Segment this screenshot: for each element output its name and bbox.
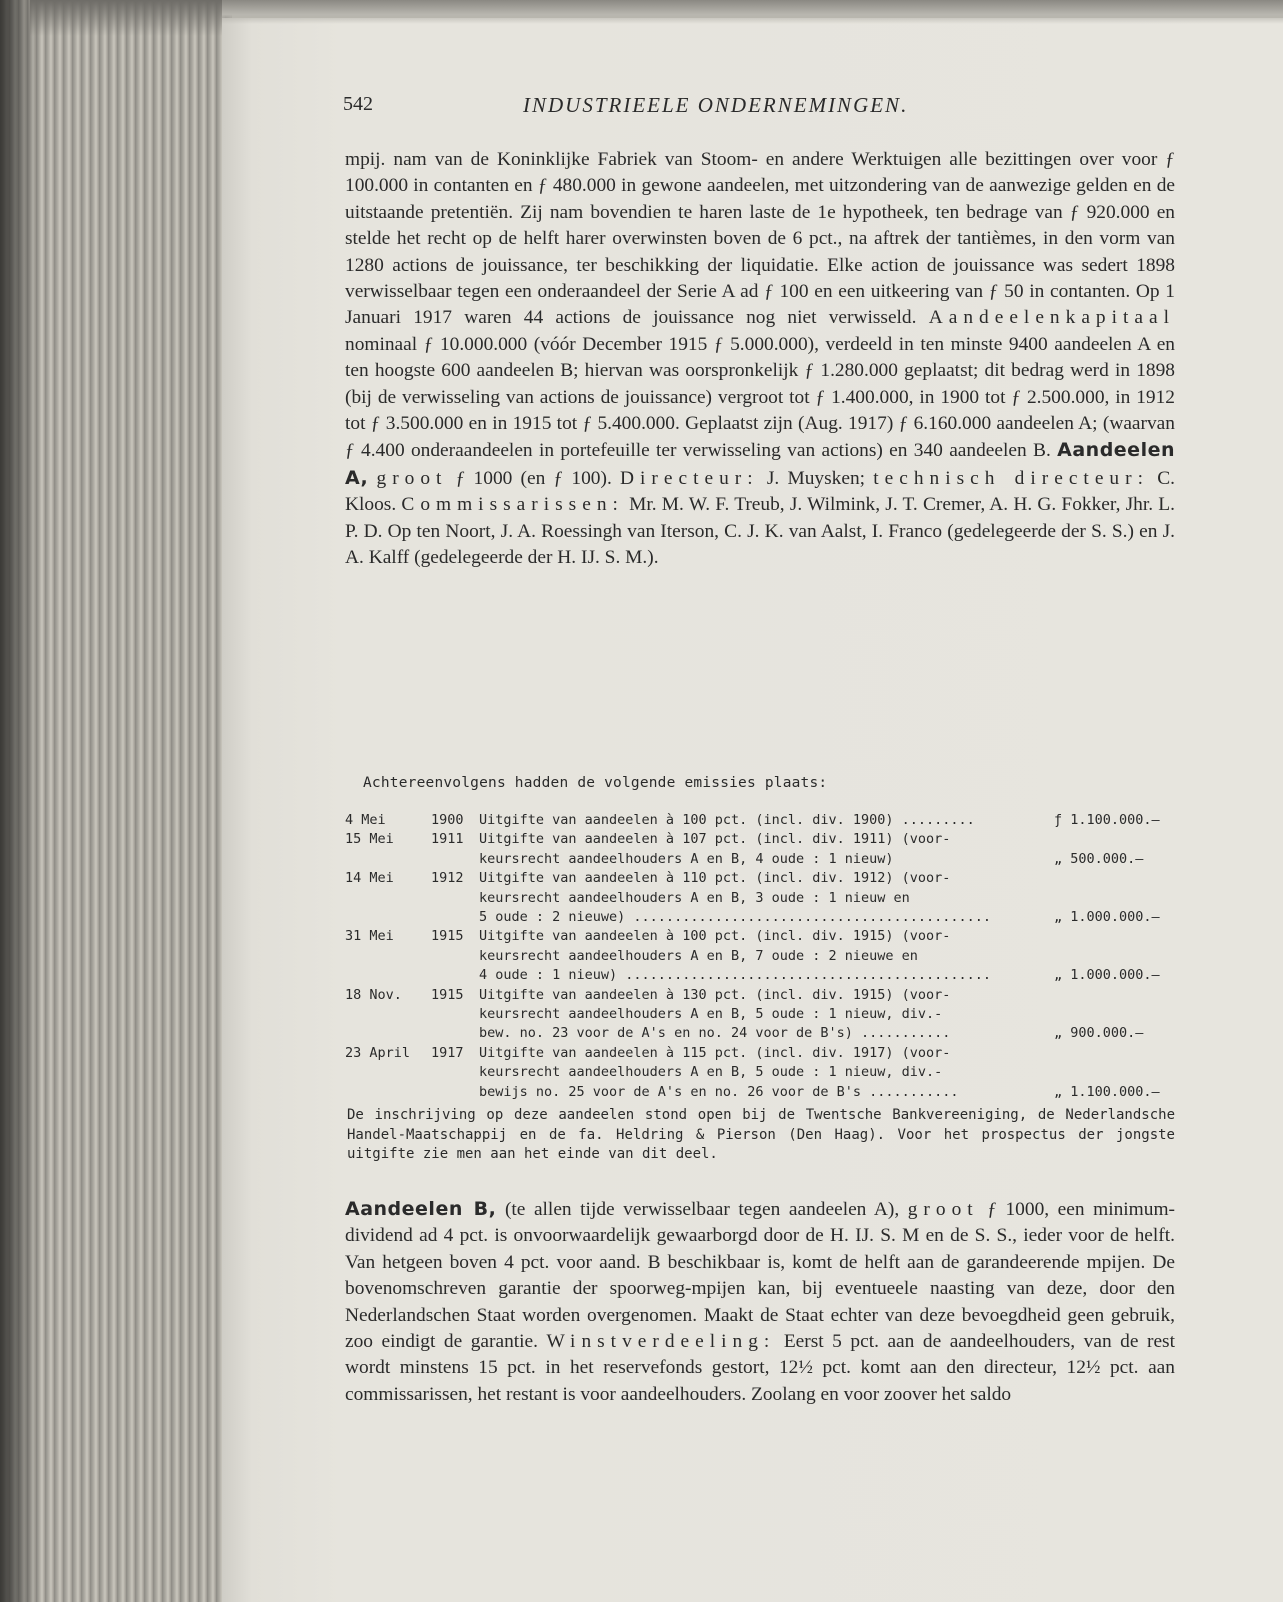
- emission-year: 1915: [431, 986, 464, 1003]
- emission-description-line: Uitgifte van aandeelen à 100 pct. (incl. div. 1915) (voor-: [479, 928, 951, 945]
- running-title: INDUSTRIEELE ONDERNEMINGEN.: [523, 93, 909, 117]
- spaced-keyword: Winstverdeeling:: [546, 1331, 776, 1353]
- emission-amount-cell: [1044, 869, 1175, 927]
- spaced-keyword: groot: [907, 1199, 979, 1220]
- emission-description-line: 5 oude : 2 nieuwe) ............................................: [479, 909, 992, 926]
- emission-description-line: bewijs no. 25 voor de A's en no. 26 voor de B's ...........: [479, 1083, 959, 1100]
- emission-description-line: Uitgifte van aandeelen à 115 pct. (incl. div. 1917) (voor-: [479, 1044, 951, 1061]
- emissions-table: [345, 811, 1175, 1102]
- emission-year: 1911: [431, 831, 464, 848]
- text-segment: J. Muysken;: [766, 467, 866, 489]
- emission-amount: „ 500.000.—: [1054, 850, 1144, 867]
- emission-description: [479, 869, 1044, 927]
- text-segment: Eerst 5 pct. aan de aandeelhouders, van de rest wordt minstens 15 pct. in het reservefonds gestort, 12½ pct. komt aan den directeur, 12½ pct. aan commissarissen, het restant is voor aandeelhouders. Zoolang en voor zoover het saldo: [345, 1331, 1175, 1405]
- text-segment: ƒ 1000 (en ƒ 100).: [455, 467, 612, 489]
- spacer: [1054, 1005, 1175, 1024]
- table-row: [345, 986, 1175, 1044]
- emission-description-line: keursrecht aandeelhouders A en B, 3 oude : 1 nieuw en: [479, 889, 910, 906]
- emission-year: 1900: [431, 812, 464, 828]
- spacer: [1054, 927, 1175, 946]
- table-row: [345, 1044, 1175, 1102]
- table-row: [345, 830, 1175, 869]
- emission-amount-cell: [1044, 1044, 1175, 1102]
- spacer: [1054, 947, 1175, 966]
- emission-amount-cell: [1044, 830, 1175, 869]
- page-top-shadow: [222, 0, 1283, 24]
- spaced-keyword: Commissarissen:: [401, 494, 624, 516]
- emission-description-line: keursrecht aandeelhouders A en B, 7 oude : 2 nieuwe en: [479, 947, 918, 964]
- emission-description-line: keursrecht aandeelhouders A en B, 5 oude : 1 nieuw, div.-: [479, 1006, 943, 1023]
- page-header: [343, 93, 1163, 123]
- text-segment: (te allen tijde verwisselbaar tegen aandeelen A),: [504, 1199, 900, 1220]
- company-description-paragraph: [345, 147, 1175, 572]
- emission-amount: „ 900.000.—: [1054, 1025, 1144, 1042]
- text-segment: ƒ 1000, een minimum-dividend ad 4 pct. is onvoorwaardelijk gewaarborgd door de H. IJ. S. M en de S. S., ieder voor de helft. Van hetgeen boven 4 pct. voor aand. B beschikbaar is, komt de helft aan de garandeerende mpijen. De bovenomschreven garantie der spoorweg-mpijen kan, bij eventueele naasting van deze, door den Nederlandschen Staat worden overgenomen. Maakt de Staat echter van deze bevoegdheid geen gebruik, zoo eindigt de garantie.: [345, 1199, 1175, 1353]
- emission-description-line: Uitgifte van aandeelen à 110 pct. (incl. div. 1912) (voor-: [479, 870, 951, 887]
- emission-year: 1917: [431, 1044, 464, 1061]
- emission-description: [479, 1044, 1044, 1102]
- spacer: [1054, 986, 1175, 1005]
- spacer: [1054, 830, 1175, 849]
- emission-date: 31 Mei: [345, 928, 394, 945]
- spaced-keyword: groot: [376, 467, 448, 489]
- emissions-intro: Achtereenvolgens hadden de volgende emissies plaats:: [363, 775, 828, 791]
- table-row: [345, 811, 1175, 830]
- emission-year: 1915: [431, 928, 464, 945]
- spaced-keyword: technisch directeur:: [873, 467, 1149, 489]
- binding-shadow: [0, 0, 40, 1602]
- emissions-note: De inschrijving op deze aandeelen stond open bij de Twentsche Bankvereeniging, de Nederlandsche Handel-Maatschappij en de fa. Heldring & Pierson (Den Haag). Voor het prospectus der jongste uitgifte zie men aan het einde van dit deel.: [347, 1107, 1175, 1162]
- emission-description: [479, 811, 1044, 830]
- emission-description-line: Uitgifte van aandeelen à 130 pct. (incl. div. 1915) (voor-: [479, 986, 951, 1003]
- emission-amount: „ 1.000.000.—: [1054, 909, 1160, 926]
- top-edge-shadow: [30, 0, 232, 36]
- emission-amount: ƒ 1.100.000.—: [1054, 812, 1160, 828]
- spaced-keyword: Aandeelenkapitaal: [928, 307, 1175, 329]
- bold-heading: Aandeelen A,: [345, 439, 1175, 489]
- emission-description-line: Uitgifte van aandeelen à 107 pct. (incl. div. 1911) (voor-: [479, 831, 951, 848]
- emission-description: [479, 830, 1044, 869]
- emission-description: [479, 986, 1044, 1044]
- spacer: [1054, 869, 1175, 888]
- emission-date: 23 April: [345, 1044, 411, 1061]
- emission-description-line: 4 oude : 1 nieuw) .............................................: [479, 967, 992, 984]
- text-segment: mpij. nam van de Koninklijke Fabriek van Stoom- en andere Werktuigen alle bezittingen over voor ƒ 100.000 in contanten en ƒ 480.000 in gewone aandeelen, met uitzondering van de aanwezige gelden en de uitstaande pretentiën. Zij nam bovendien te haren laste de 1e hypotheek, ten bedrage van ƒ 920.000 en stelde het recht op de helft harer overwinsten boven de 6 pct., na aftrek der tantièmes, in den vorm van 1280 actions de jouissance, ter beschikking der liquidatie. Elke action de jouissance was sedert 1898 verwisselbaar tegen een onderaandeel der Serie A ad ƒ 100 en een uitkeering van ƒ 50 in contanten. Op 1 Januari 1917 waren 44 actions de jouissance nog niet verwisseld.: [345, 149, 1175, 329]
- emission-amount: „ 1.000.000.—: [1054, 967, 1160, 984]
- book-page-stack: [0, 0, 232, 1602]
- text-segment: Mr. M. W. F. Treub, J. Wilmink, J. T. Cremer, A. H. G. Fokker, Jhr. L. P. D. Op ten Noort, J. A. Roessingh van Iterson, C. J. K. van Aalst, I. Franco (gedelegeerde der S. S.) en J. A. Kalff (gedelegeerde der H. IJ. S. M.).: [345, 494, 1175, 569]
- emission-amount-cell: [1044, 927, 1175, 985]
- spacer: [1054, 1044, 1175, 1063]
- text-segment: nominaal ƒ 10.000.000 (vóór December 1915 ƒ 5.000.000), verdeeld in ten minste 9400 aandeelen A en ten hoogste 600 aandeelen B; hiervan was oorspronkelijk ƒ 1.280.000 geplaatst; dit bedrag werd in 1898 (bij de verwisseling van actions de jouissance) vergroot tot ƒ 1.400.000, in 1900 tot ƒ 2.500.000, in 1912 tot ƒ 3.500.000 en in 1915 tot ƒ 5.400.000. Geplaatst zijn (Aug. 1917) ƒ 6.160.000 aandeelen A; (waarvan ƒ 4.400 onderaandeelen in portefeuille ter verwisseling van actions) en 340 aandeelen B.: [345, 333, 1175, 462]
- emission-amount-cell: [1044, 986, 1175, 1044]
- emission-date: 4 Mei: [345, 812, 386, 828]
- spacer: [1054, 889, 1175, 908]
- shares-b-paragraph: [345, 1196, 1175, 1408]
- page-number: 542: [343, 93, 373, 115]
- emission-description-line: keursrecht aandeelhouders A en B, 4 oude : 1 nieuw): [479, 850, 894, 867]
- emission-description-line: bew. no. 23 voor de A's en no. 24 voor de B's) ...........: [479, 1025, 951, 1042]
- emission-date: 18 Nov.: [345, 986, 402, 1003]
- bold-heading: Aandeelen B,: [345, 1198, 497, 1220]
- emission-description-line: Uitgifte van aandeelen à 100 pct. (incl. div. 1900) .........: [479, 812, 975, 828]
- emission-year: 1912: [431, 870, 464, 887]
- spacer: [1054, 1063, 1175, 1082]
- text-segment: C. Kloos.: [345, 467, 1175, 516]
- emission-amount: „ 1.100.000.—: [1054, 1083, 1160, 1100]
- emission-date: 14 Mei: [345, 870, 394, 887]
- emission-amount-cell: [1044, 811, 1175, 830]
- emission-date: 15 Mei: [345, 831, 394, 848]
- emission-description-line: keursrecht aandeelhouders A en B, 5 oude : 1 nieuw, div.-: [479, 1064, 943, 1081]
- table-row: [345, 927, 1175, 985]
- table-row: [345, 869, 1175, 927]
- emission-description: [479, 927, 1044, 985]
- spaced-keyword: Directeur:: [620, 467, 759, 489]
